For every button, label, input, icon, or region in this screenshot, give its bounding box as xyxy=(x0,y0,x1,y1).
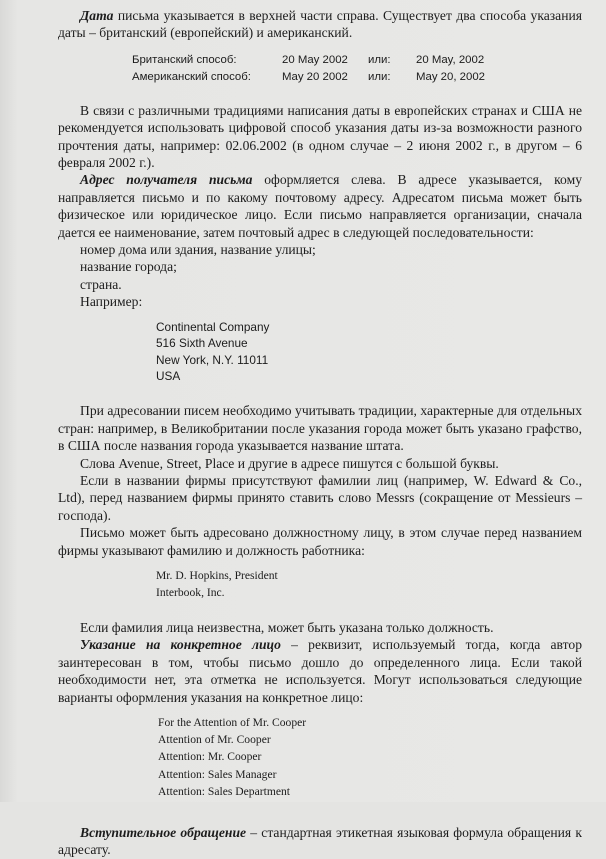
paragraph-attention-text: – реквизит, используемый тогда, когда автор заинтересован в том, чтобы письмо дошло до определенного лица. Если такой необходимости нет, эта отметка не используется. Могут использоваться следующие варианты оформления указания на конкретное лицо: xyxy=(58,637,582,705)
date-row-label: Американский способ: xyxy=(132,70,251,83)
term-attention: Указание на конкретное лицо xyxy=(80,637,281,653)
attention-examples xyxy=(158,714,582,800)
paragraph-traditions: При адресовании писем необходимо учитывать традиции, характерные для отдельных стран: например, в Великобритании после указания города может быть указано графство, в США после названия города указывается название штата. xyxy=(58,403,582,454)
list-item: страна. xyxy=(80,276,122,292)
term-date: Дата xyxy=(80,8,114,23)
address-line: 516 Sixth Avenue xyxy=(156,336,248,351)
date-row-british xyxy=(132,52,582,69)
paragraph-date xyxy=(58,7,582,42)
paragraph-attention xyxy=(58,636,582,706)
date-row-or: или: xyxy=(368,53,391,66)
paragraph-capitalization: Слова Avenue, Street, Place и другие в адресе пишутся с большой буквы. xyxy=(80,455,499,471)
date-row-value-1: May 20 2002 xyxy=(282,70,348,83)
date-row-label: Британский способ: xyxy=(132,53,237,66)
address-line: New York, N.Y. 11011 xyxy=(156,352,269,367)
paragraph-recipient-text: оформляется слева. В адресе указывается, кому направляется письмо и по какому почтовому адресу. Адресатом письма может быть физическое или юридическое лицо. Если письмо направляется организации, сначала дается ее наименование, затем почтовый адрес в следующей последовательности: xyxy=(58,172,582,240)
date-row-or: или: xyxy=(368,70,391,83)
date-format-table xyxy=(132,52,582,86)
list-item: номер дома или здания, название улицы; xyxy=(80,242,316,258)
date-row-value-1: 20 May 2002 xyxy=(282,53,348,66)
paragraph-date-warning: В связи с различными традициями написания даты в европейских странах и США не рекомендуется использовать цифровой способ указания даты из-за возможности разного прочтения даты, например: 02.06.2002 (в одном случае – 2 июня 2002 г., в другом – 6 февраля 2002 г.). xyxy=(58,102,582,171)
attention-line: Attention of Mr. Cooper xyxy=(158,733,271,747)
term-salutation: Вступительное обращение xyxy=(80,825,247,841)
date-row-value-2: May 20, 2002 xyxy=(416,70,486,83)
date-row-american xyxy=(132,69,582,86)
example-label: Например: xyxy=(80,294,143,310)
address-line: Continental Company xyxy=(156,319,270,334)
official-line: Mr. D. Hopkins, President xyxy=(156,568,278,582)
date-row-value-2: 20 May, 2002 xyxy=(416,53,485,66)
address-line: USA xyxy=(156,368,181,383)
address-order-list xyxy=(58,241,582,311)
paragraph-unknown-name: Если фамилия лица неизвестна, может быть указана только должность. xyxy=(80,619,494,635)
paragraph-date-text: письма указывается в верхней части справа. Существует два способа указания даты – британский (европейский) и американский. xyxy=(58,8,582,41)
attention-line: Attention: Sales Manager xyxy=(158,767,277,781)
official-example xyxy=(156,567,582,601)
paragraph-messrs: Если в названии фирмы присутствуют фамилии лиц (например, W. Edward & Co., Ltd), перед названием фирмы принято ставить слово Messrs (сокращение от Messieurs – господа). xyxy=(58,472,582,523)
attention-line: Attention: Mr. Cooper xyxy=(158,750,262,764)
paragraph-recipient-address xyxy=(58,171,582,241)
term-recipient-address: Адрес получателя письма xyxy=(80,172,253,188)
official-line: Interbook, Inc. xyxy=(156,585,225,599)
paragraph-salutation xyxy=(58,824,582,859)
paragraph-salutation-text: – стандартная этикетная языковая формула обращения к адресату. xyxy=(58,825,583,858)
attention-line: For the Attention of Mr. Cooper xyxy=(158,716,307,729)
address-example xyxy=(156,319,582,385)
attention-line: Attention: Sales Department xyxy=(158,784,291,798)
paragraph-official: Письмо может быть адресовано должностному лицу, в этом случае перед названием фирмы указывают фамилию и должность работника: xyxy=(58,525,582,558)
list-item: название города; xyxy=(80,259,177,275)
